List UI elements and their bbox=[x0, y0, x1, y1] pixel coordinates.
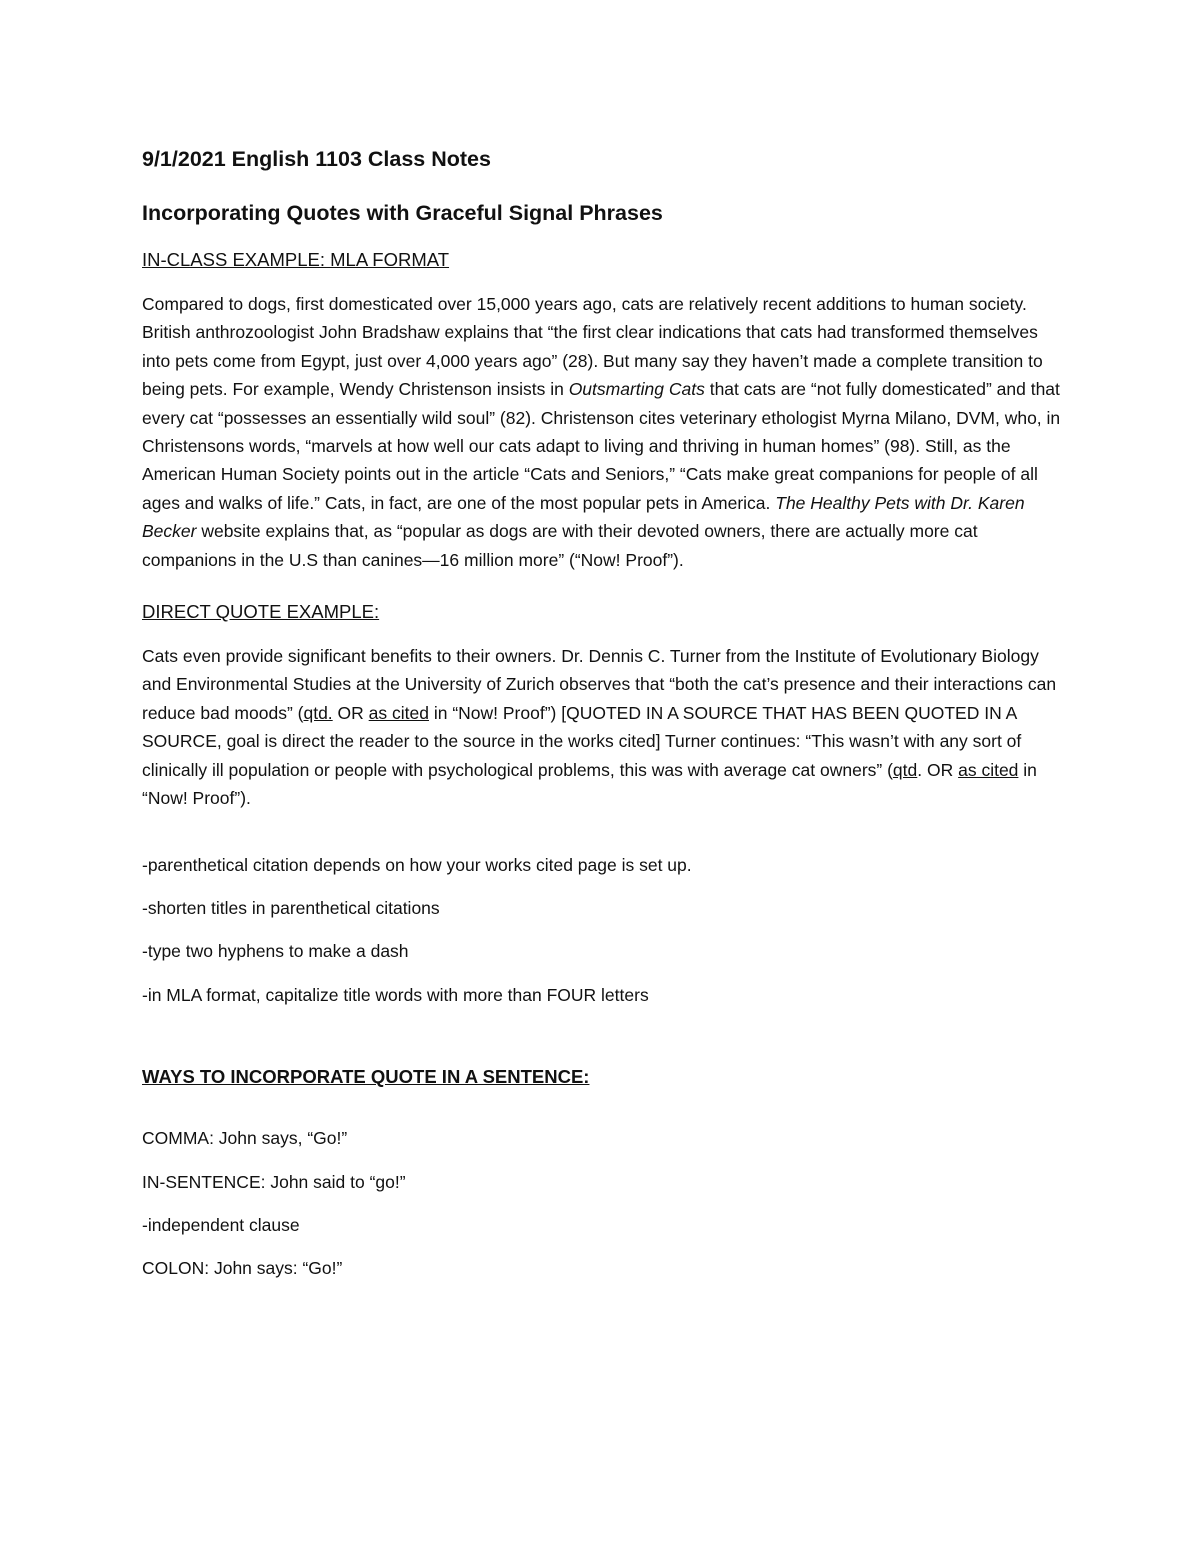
note-item: -type two hyphens to make a dash bbox=[142, 941, 409, 962]
direct-quote-heading: DIRECT QUOTE EXAMPLE: bbox=[142, 601, 380, 623]
way-item: COMMA: John says, “Go!” bbox=[142, 1128, 348, 1149]
qtd-abbrev: qtd. bbox=[303, 702, 333, 723]
way-item: IN-SENTENCE: John said to “go!” bbox=[142, 1171, 406, 1192]
direct-quote-paragraph bbox=[142, 642, 1070, 812]
qtd-abbrev: qtd bbox=[892, 759, 918, 780]
way-item: -independent clause bbox=[142, 1214, 300, 1235]
text-segment: Cats even provide significant benefits to their owners. Dr. Dennis C. Turner from the Institute of Evolutionary Biology and Environmental Studies at the University of Zurich observes that “both the cat’s presence and their interactions can reduce bad moods” ( bbox=[142, 646, 1057, 723]
notes-list bbox=[142, 851, 1070, 1010]
page-title: 9/1/2021 English 1103 Class Notes bbox=[142, 147, 491, 171]
mla-example-paragraph bbox=[142, 290, 1070, 574]
text-segment: in “Now! Proof”). bbox=[142, 759, 1037, 809]
text-segment: that cats are “not fully domesticated” and that every cat “possesses an essentially wild soul” (82). Christenson cites veterinary ethologist Myrna Milano, DVM, who, in Christensons words, “marvels at how well our cats adapt to living and thriving in human homes” (98). Still, as the American Human Society points out in the article “Cats and Seniors,” “Cats make great companions for people of all ages and walks of life.” Cats, in fact, are one of the most popular pets in America. bbox=[142, 379, 1061, 513]
book-title: Outsmarting Cats bbox=[568, 379, 705, 400]
text-segment: in “Now! Proof”) [QUOTED IN A SOURCE THAT HAS BEEN QUOTED IN A SOURCE, goal is direct the reader to the source in the works cited] Turner continues: “This wasn’t with any sort of clinically ill population or people with psychological problems, this was with average cat owners” ( bbox=[142, 702, 1022, 780]
note-item: -shorten titles in parenthetical citations bbox=[142, 897, 440, 918]
note-item: -parenthetical citation depends on how your works cited page is set up. bbox=[142, 854, 692, 875]
text-segment: Compared to dogs, first domesticated over 15,000 years ago, cats are relatively recent additions to human society. British anthrozoologist John Bradshaw explains that “the first clear indications that cats had transformed themselves into pets come from Egypt, just over 4,000 years ago” (28). But many say they haven’t made a complete transition to being pets. For example, Wendy Christenson insists in bbox=[142, 294, 1043, 400]
way-item: COLON: John says: “Go!” bbox=[142, 1258, 343, 1279]
as-cited-phrase: as cited bbox=[958, 759, 1019, 780]
as-cited-phrase: as cited bbox=[368, 702, 429, 723]
ways-heading: WAYS TO INCORPORATE QUOTE IN A SENTENCE: bbox=[142, 1066, 590, 1088]
website-title: The Healthy Pets with Dr. Karen Becker bbox=[142, 492, 1025, 542]
text-segment: OR bbox=[332, 702, 369, 723]
ways-list bbox=[142, 1124, 1070, 1283]
text-segment: . OR bbox=[917, 759, 959, 780]
mla-example-heading: IN-CLASS EXAMPLE: MLA FORMAT bbox=[142, 249, 450, 270]
page-subtitle: Incorporating Quotes with Graceful Signal Phrases bbox=[142, 201, 663, 225]
text-segment: website explains that, as “popular as dogs are with their devoted owners, there are actually more cat companions in the U.S than canines—16 million more” (“Now! Proof”). bbox=[142, 521, 978, 570]
note-item: -in MLA format, capitalize title words with more than FOUR letters bbox=[142, 984, 649, 1005]
